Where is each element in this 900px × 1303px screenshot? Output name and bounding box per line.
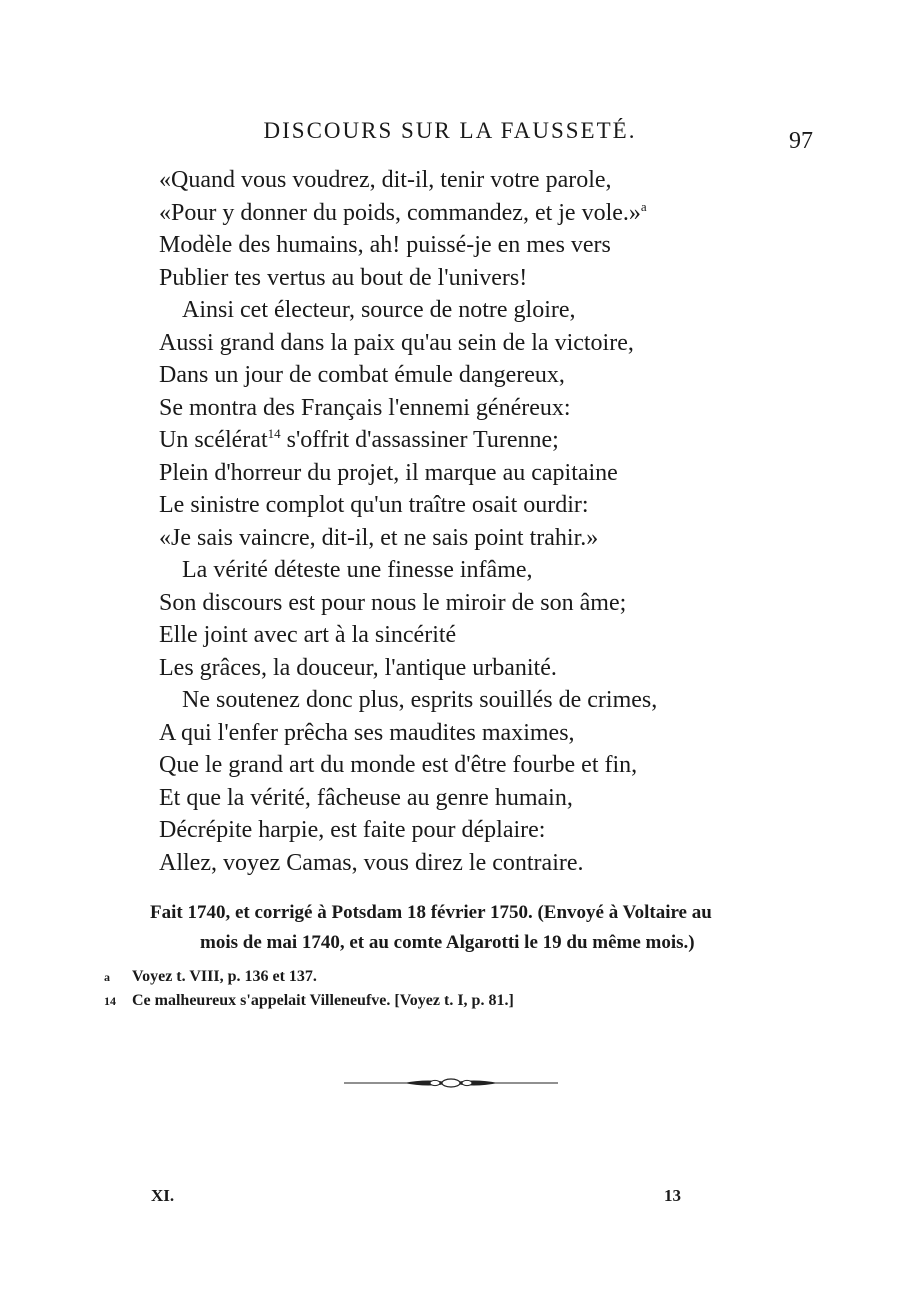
- poem-body: [159, 164, 799, 879]
- poem-line: «Quand vous voudrez, dit-il, tenir votre parole,: [159, 167, 612, 193]
- footnote-ref-14: 14: [267, 426, 281, 441]
- poem-line: Son discours est pour nous le miroir de son âme;: [159, 589, 627, 616]
- footnote: [104, 989, 804, 1013]
- poem-line: Se montra des Français l'ennemi généreux:: [159, 394, 571, 421]
- footnote-mark: 14: [104, 994, 116, 1008]
- poem-line: Elle joint avec art à la sincérité: [159, 622, 457, 648]
- poem-line-text: «Pour y donner du poids, commandez, et je vole.»: [159, 199, 641, 226]
- poem-line: La vérité déteste une finesse infâme,: [182, 557, 533, 583]
- footnote-ref-a: a: [640, 198, 647, 214]
- footnote-mark: a: [104, 970, 110, 984]
- footnote-text: Voyez t. VIII, p. 136 et 137.: [132, 968, 317, 985]
- date-colophon: [150, 898, 810, 958]
- poem-line: «Je sais vaincre, dit-il, et ne sais point trahir.»: [159, 524, 599, 551]
- volume-number: XI.: [151, 1186, 175, 1205]
- poem-line: Les grâces, la douceur, l'antique urbanité.: [159, 654, 557, 681]
- poem-line: Que le grand art du monde est d'être fourbe et fin,: [159, 752, 638, 778]
- colophon-line: Fait 1740, et corrigé à Potsdam 18 février 1750. (Envoyé à Voltaire au: [150, 902, 712, 923]
- colophon-line: mois de mai 1740, et au comte Algarotti le 19 du même mois.): [200, 932, 695, 953]
- signature-mark: 13: [664, 1186, 681, 1205]
- poem-line: Le sinistre complot qu'un traître osait ourdir:: [159, 492, 589, 518]
- poem-line: Publier tes vertus au bout de l'univers!: [159, 264, 528, 291]
- ornament-divider: [344, 1074, 558, 1092]
- poem-line: Décrépite harpie, est faite pour déplaire:: [159, 817, 546, 843]
- poem-line: Et que la vérité, fâcheuse au genre humain,: [159, 784, 573, 811]
- poem-line: [159, 424, 799, 457]
- poem-line-text: s'offrit d'assassiner Turenne;: [280, 427, 559, 453]
- poem-line: Modèle des humains, ah! puissé-je en mes vers: [159, 232, 611, 258]
- poem-line: Allez, voyez Camas, vous direz le contraire.: [159, 849, 584, 876]
- footnotes: [104, 965, 804, 1013]
- poem-line: A qui l'enfer prêcha ses maudites maximes,: [159, 719, 575, 746]
- poem-line: Plein d'horreur du projet, il marque au capitaine: [159, 459, 618, 486]
- page-title: DISCOURS SUR LA FAUSSETÉ.: [263, 118, 637, 143]
- page-number: 97: [789, 128, 813, 154]
- footnote-text: Ce malheureux s'appelait Villeneufve. [Voyez t. I, p. 81.]: [132, 992, 514, 1009]
- poem-line: Aussi grand dans la paix qu'au sein de la victoire,: [159, 329, 634, 356]
- poem-line: [159, 197, 799, 230]
- poem-line: Ainsi cet électeur, source de notre gloire,: [182, 297, 576, 323]
- footnote: [104, 965, 804, 989]
- poem-line: Dans un jour de combat émule dangereux,: [159, 362, 565, 388]
- poem-line-text: Un scélérat: [159, 427, 268, 453]
- poem-line: Ne soutenez donc plus, esprits souillés de crimes,: [182, 687, 658, 713]
